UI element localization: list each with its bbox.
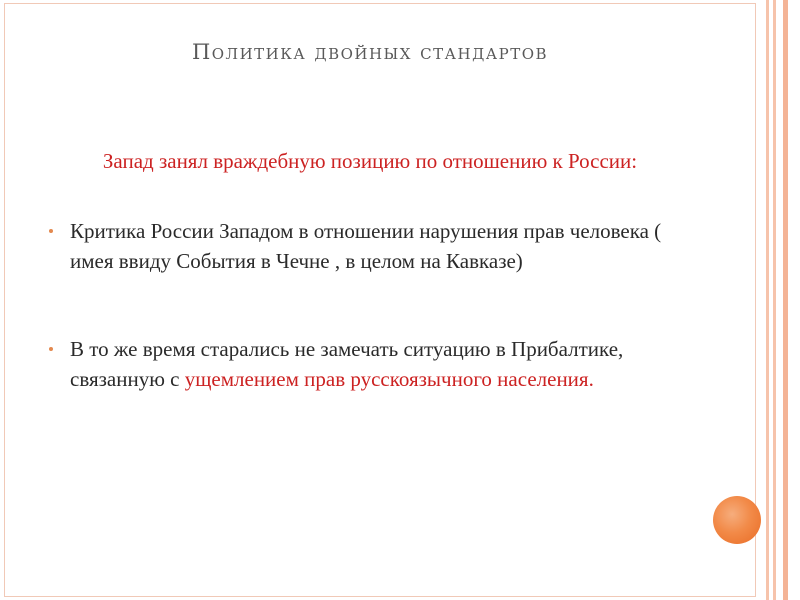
bullet-item bbox=[48, 216, 668, 276]
slide-title: Политика двойных стандартов bbox=[191, 40, 549, 64]
decorative-circle-icon bbox=[713, 496, 761, 544]
bullet-item bbox=[48, 334, 668, 394]
bullet-dot-icon bbox=[49, 347, 53, 351]
slide-subtitle: Запад занял враждебную позицию по отношению к России: bbox=[102, 149, 638, 173]
bullet-dot-icon bbox=[49, 229, 53, 233]
bullet-highlight-text: ущемлением прав русскоязычного населения. bbox=[184, 367, 594, 391]
decorative-stripe bbox=[783, 0, 788, 600]
decorative-stripe bbox=[773, 0, 776, 600]
bullet-text: В то же время старались не замечать ситуацию в Прибалтике, связанную с bbox=[70, 337, 624, 391]
decorative-stripe bbox=[766, 0, 769, 600]
bullet-text: Критика России Западом в отношении нарушения прав человека ( имея ввиду События в Чечне , в целом на Кавказе) bbox=[70, 219, 662, 273]
bullet-list bbox=[48, 216, 668, 394]
